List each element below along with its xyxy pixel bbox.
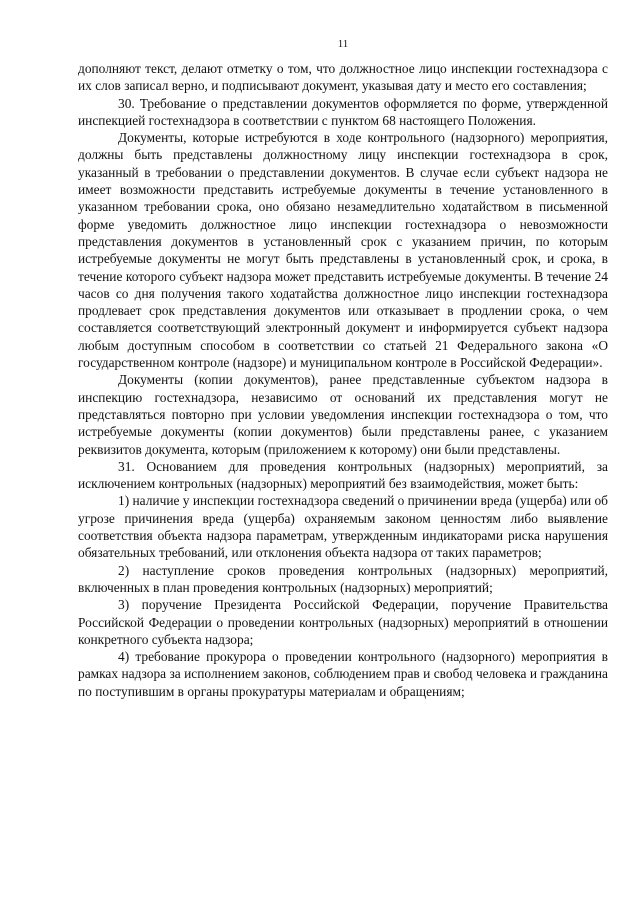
list-item-1: 1) наличие у инспекции гостехнадзора сведений о причинении вреда (ущерба) или об угрозе причинения вреда (ущерба) охраняемым законом ценностям либо выявление соответствия объекта надзора параметрам, утвержденным индикаторами риска нарушения обязательных требований, или отклонения объекта надзора от таких параметров; (78, 493, 608, 561)
page-number: 11 (337, 38, 349, 50)
paragraph-item-30: 30. Требование о представлении документов оформляется по форме, утвержденной инспекцией гостехнадзора в соответствии с пунктом 68 настоящего Положения. (78, 95, 608, 128)
document-page (78, 38, 608, 700)
paragraph: Документы (копии документов), ранее представленные субъектом надзора в инспекцию гостехнадзора, независимо от оснований их представления могут не представляться повторно при условии уведомления инспекции гостехнадзора о том, что истребуемые документы (копии документов) были представлены ранее, с указанием реквизитов документа, которым (приложением к которому) они были представлены. (78, 372, 608, 457)
paragraph-item-31: 31. Основанием для проведения контрольных (надзорных) мероприятий, за исключением контрольных (надзорных) мероприятий без взаимодействия, может быть: (78, 458, 608, 492)
list-item-2: 2) наступление сроков проведения контрольных (надзорных) мероприятий, включенных в план проведения контрольных (надзорных) мероприятий; (78, 562, 608, 595)
list-item-3: 3) поручение Президента Российской Федерации, поручение Правительства Российской Федерации о проведении контрольных (надзорных) мероприятий в отношении конкретного субъекта надзора; (78, 597, 608, 647)
paragraph: дополняют текст, делают отметку о том, что должностное лицо инспекции гостехнадзора с их слов записал верно, и подписывают документ, указывая дату и место его составления; (78, 61, 608, 94)
paragraph: Документы, которые истребуются в ходе контрольного (надзорного) мероприятия, должны быть представлены должностному лицу инспекции гостехнадзора в срок, указанный в требовании о представлении документов. В случае если субъект надзора не имеет возможности представить истребуемые документы в течение установленного в указанном требовании срока, оно обязано незамедлительно ходатайством в письменной форме уведомить должностное лицо инспекции гостехнадзора о невозможности представления документов в установленный срок с указанием причин, по которым истребуемые документы не могут быть представлены в установленный срок, и срока, в течение которого субъект надзора может представить истребуемые документы. В течение 24 часов со дня получения такого ходатайства должностное лицо инспекции гостехнадзора продлевает срок представления документов или отказывает в продлении срока, о чем составляется соответствующий электронный документ и информируется субъект надзора любым доступным способом в соответствии со статьей 21 Федерального закона «О государственном контроле (надзоре) и муниципальном контроле в Российской Федерации». (78, 130, 608, 371)
list-item-4: 4) требование прокурора о проведении контрольного (надзорного) мероприятия в рамках надзора за исполнением законов, соблюдением прав и свобод человека и гражданина по поступившим в органы прокуратуры материалам и обращениям; (78, 649, 608, 699)
